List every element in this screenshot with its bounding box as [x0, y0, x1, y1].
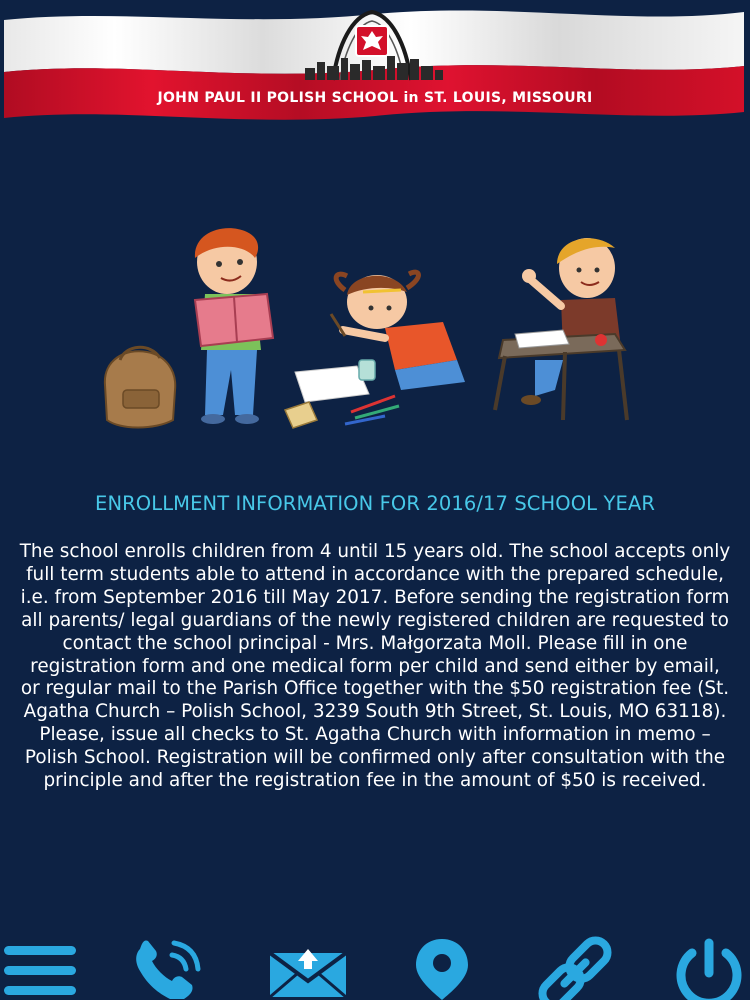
boy-at-desk-figure	[495, 238, 627, 420]
phone-button[interactable]	[128, 935, 218, 1000]
phone-icon	[128, 935, 218, 1000]
enrollment-heading: ENROLLMENT INFORMATION FOR 2016/17 SCHOOL YEAR	[95, 492, 655, 515]
school-title: JOHN PAUL II POLISH SCHOOL in ST. LOUIS, MISSOURI	[157, 90, 593, 106]
menu-icon	[0, 935, 90, 1000]
link-icon	[530, 935, 620, 1000]
power-button[interactable]	[664, 935, 750, 1000]
backpack-icon	[105, 347, 175, 427]
header-banner	[0, 0, 750, 135]
bottom-nav-bar	[0, 935, 750, 1000]
children-learning-illustration	[95, 220, 655, 440]
location-button[interactable]	[398, 935, 488, 1000]
polish-flag-banner	[0, 0, 750, 135]
mail-button[interactable]	[264, 935, 354, 1000]
location-pin-icon	[398, 935, 488, 1000]
link-button[interactable]	[530, 935, 620, 1000]
power-icon	[664, 935, 750, 1000]
boy-reading-figure	[195, 228, 273, 424]
menu-button[interactable]	[0, 935, 90, 1000]
enrollment-body-text: The school enrolls children from 4 until 15 years old. The school accepts only full term students able to attend in accordance with the prepared schedule, i.e. from September 2016 till May 2017. Before sending the registration form all parents/ legal guardians of the newly registered children are requested to contact the school principal - Mrs. Małgorzata Moll. Please fill in one registration form and one medical form per child and send either by email, or regular mail to the Parish Office together with the $50 registration fee (St. Agatha Church – Polish School, 3239 South 9th Street, St. Louis, MO 63118). Please, issue all checks to St. Agatha Church with information in memo – Polish School. Registration will be confirmed only after consultation with the principle and after the registration fee in the amount of $50 is received.	[19, 541, 731, 792]
mail-icon	[264, 935, 354, 1000]
girl-painting-figure	[285, 272, 465, 428]
